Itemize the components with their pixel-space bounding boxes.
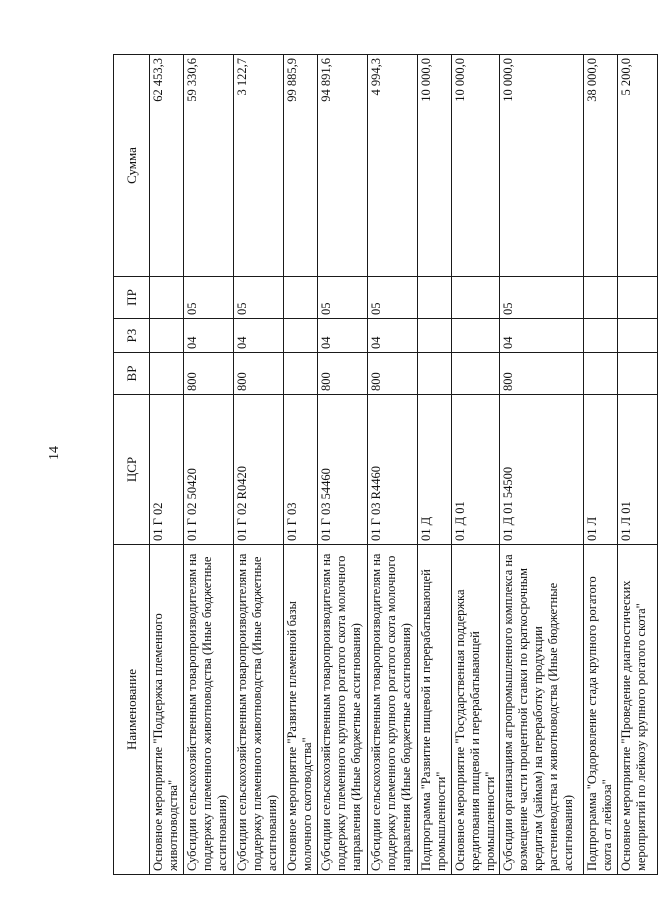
cell-vr: 800 — [368, 353, 418, 395]
cell-pr — [452, 277, 500, 319]
cell-vr: 800 — [500, 353, 584, 395]
cell-pr — [284, 277, 318, 319]
table-row — [452, 55, 500, 875]
cell-vr — [452, 353, 500, 395]
cell-sum: 10 000,0 — [418, 55, 452, 277]
cell-csr: 01 Д — [418, 395, 452, 545]
cell-sum: 38 000,0 — [584, 55, 618, 277]
cell-name: Подпрограмма "Развитие пищевой и перерабатывающей промышленности" — [418, 545, 452, 875]
cell-rz — [618, 319, 658, 353]
cell-name: Основное мероприятие "Развитие племенной базы молочного скотоводства" — [284, 545, 318, 875]
cell-sum: 10 000,0 — [500, 55, 584, 277]
cell-name: Подпрограмма "Оздоровление стада крупного рогатого скота от лейкоза" — [584, 545, 618, 875]
cell-vr: 800 — [234, 353, 284, 395]
cell-name: Субсидии организациям агропромышленного комплекса на возмещение части процентной ставки по краткосрочным кредитам (займам) на переработку продукции растениеводства и животноводства (Иные бюджетные ассигнования) — [500, 545, 584, 875]
cell-csr: 01 Г 03 — [284, 395, 318, 545]
table-row — [150, 55, 184, 875]
header-vr: ВР — [114, 353, 150, 395]
cell-csr: 01 Л — [584, 395, 618, 545]
cell-pr: 05 — [318, 277, 368, 319]
cell-rz — [584, 319, 618, 353]
cell-rz — [452, 319, 500, 353]
table-row — [284, 55, 318, 875]
cell-name: Основное мероприятие "Проведение диагностических мероприятий по лейкозу крупного рогатого скота" — [618, 545, 658, 875]
cell-sum: 94 891,6 — [318, 55, 368, 277]
cell-name: Субсидии сельскохозяйственным товаропроизводителям на поддержку племенного животноводства (Иные бюджетные ассигнования) — [184, 545, 234, 875]
cell-rz — [150, 319, 184, 353]
cell-rz: 04 — [184, 319, 234, 353]
table-row — [584, 55, 618, 875]
cell-sum: 62 453,3 — [150, 55, 184, 277]
cell-name: Основное мероприятие "Поддержка племенного животноводства" — [150, 545, 184, 875]
cell-vr — [418, 353, 452, 395]
cell-sum: 4 994,3 — [368, 55, 418, 277]
cell-sum: 3 122,7 — [234, 55, 284, 277]
cell-rz: 04 — [318, 319, 368, 353]
cell-vr — [150, 353, 184, 395]
table-row — [500, 55, 584, 875]
cell-pr: 05 — [234, 277, 284, 319]
cell-pr — [150, 277, 184, 319]
cell-vr: 800 — [184, 353, 234, 395]
table-row — [618, 55, 658, 875]
cell-sum: 10 000,0 — [452, 55, 500, 277]
cell-csr: 01 Г 02 50420 — [184, 395, 234, 545]
cell-vr — [618, 353, 658, 395]
cell-rz: 04 — [368, 319, 418, 353]
cell-pr — [418, 277, 452, 319]
budget-table — [113, 54, 658, 875]
cell-name: Субсидии сельскохозяйственным товаропроизводителям на поддержку племенного животноводства (Иные бюджетные ассигнования) — [234, 545, 284, 875]
table-row — [368, 55, 418, 875]
cell-csr: 01 Г 03 54460 — [318, 395, 368, 545]
header-sum: Сумма — [114, 55, 150, 277]
header-csr: ЦСР — [114, 395, 150, 545]
cell-pr — [618, 277, 658, 319]
header-rz: РЗ — [114, 319, 150, 353]
cell-vr — [284, 353, 318, 395]
cell-csr: 01 Л 01 — [618, 395, 658, 545]
table-row — [234, 55, 284, 875]
cell-vr: 800 — [318, 353, 368, 395]
cell-name: Основное мероприятие "Государственная поддержка кредитования пищевой и перерабатывающей промышленности" — [452, 545, 500, 875]
cell-rz: 04 — [500, 319, 584, 353]
cell-csr: 01 Г 02 — [150, 395, 184, 545]
cell-sum: 5 200,0 — [618, 55, 658, 277]
cell-pr: 05 — [368, 277, 418, 319]
header-name: Наименование — [114, 545, 150, 875]
page-number: 14 — [47, 446, 62, 460]
cell-name: Субсидии сельскохозяйственным товаропроизводителям на поддержку племенного крупного рогатого скота молочного направления (Иные бюджетные ассигнования) — [318, 545, 368, 875]
cell-sum: 59 330,6 — [184, 55, 234, 277]
rotated-budget-table-container — [113, 55, 648, 875]
table-row — [184, 55, 234, 875]
cell-pr — [584, 277, 618, 319]
cell-rz — [418, 319, 452, 353]
cell-pr: 05 — [184, 277, 234, 319]
cell-csr: 01 Г 02 R0420 — [234, 395, 284, 545]
cell-pr: 05 — [500, 277, 584, 319]
cell-sum: 99 885,9 — [284, 55, 318, 277]
cell-csr: 01 Д 01 — [452, 395, 500, 545]
cell-csr: 01 Д 01 54500 — [500, 395, 584, 545]
cell-name: Субсидии сельскохозяйственным товаропроизводителям на поддержку племенного крупного рогатого скота молочного направления (Иные бюджетные ассигнования) — [368, 545, 418, 875]
table-row — [418, 55, 452, 875]
cell-vr — [584, 353, 618, 395]
table-row — [318, 55, 368, 875]
table-header-row — [114, 55, 150, 875]
cell-csr: 01 Г 03 R4460 — [368, 395, 418, 545]
cell-rz — [284, 319, 318, 353]
cell-rz: 04 — [234, 319, 284, 353]
header-pr: ПР — [114, 277, 150, 319]
